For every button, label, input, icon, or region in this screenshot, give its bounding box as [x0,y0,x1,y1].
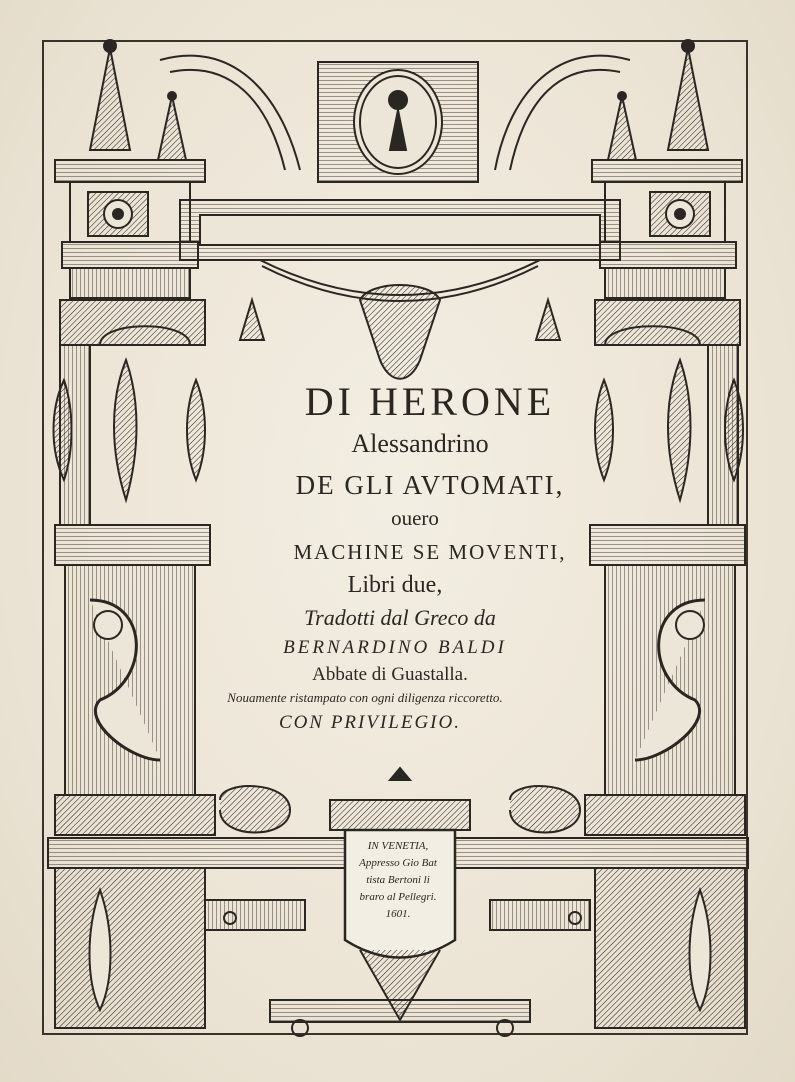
title-block [210,378,650,738]
author-epithet: Alessandrino [351,429,489,458]
imprint-shield [352,838,444,950]
imprint-printer-2: tista Bertoni li [366,874,430,886]
privilege-notice: CON PRIVILEGIO. [279,712,461,733]
alternate-title: MACHINE SE MOVENTI, [293,540,567,564]
translation-note: Tradotti dal Greco da [304,605,496,630]
book-title: DI HERONE [304,379,556,424]
conjunction: ouero [391,506,439,530]
imprint-printer-3: braro al Pellegri. [359,891,437,903]
books-count: Libri due, [347,572,443,598]
imprint-place: IN VENETIA, [367,840,429,852]
translator-name: BERNARDINO BALDI [283,637,507,658]
imprint-year: 1601. [385,908,411,920]
top-cartouche [160,56,630,379]
imprint-printer-1: Appresso Gio Bat [359,857,437,869]
edition-note: Nouamente ristampato con ogni diligenza riccoretto. [227,690,503,705]
translator-title: Abbate di Guastalla. [312,664,468,685]
subject-title: DE GLI AVTOMATI, [295,470,565,500]
